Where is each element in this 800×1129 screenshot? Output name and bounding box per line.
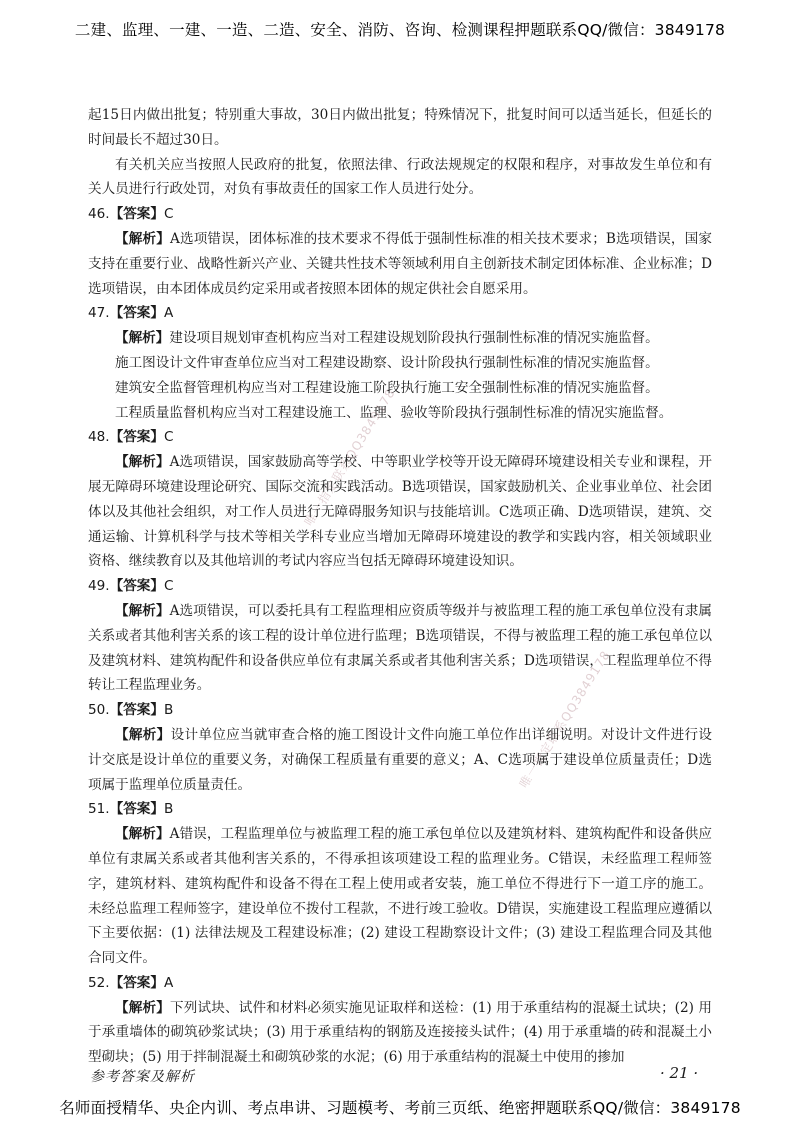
analysis-text: A错误，工程监理单位与被监理工程的施工承包单位以及建筑材料、建筑构配件和设备供应单位有隶属关系或者其他利害关系的，不得承担该项建设工程的监理业务。C错误，未经监理工程师签字，建筑材料、建筑构配件和设备不得在工程上使用或者安装，施工单位不得进行下一道工序的施工。未经总监理工程师签字，建设单位不拨付工程款，不进行竣工验收。D错误，实施建设工程监理应遵循以下主要依据：(1) 法律法规及工程建设标准；(2) 建设工程勘察设计文件；(3) 建设工程监理合同及其他合同文件。 — [88, 826, 712, 967]
analysis-paragraph: 施工图设计文件审查单位应当对工程建设勘察、设计阶段执行强制性标准的情况实施监督。 — [115, 354, 659, 371]
analysis-label: 【解析】 — [115, 330, 170, 347]
answer-value: C — [164, 578, 174, 595]
analysis-paragraph — [88, 227, 712, 301]
analysis-paragraph — [88, 450, 712, 574]
answer-label: 【答案】 — [109, 702, 164, 719]
analysis-label: 【解析】 — [115, 454, 170, 471]
analysis-paragraph — [88, 996, 712, 1070]
answer-value: C — [164, 429, 174, 446]
analysis-paragraph — [88, 723, 712, 797]
question-number: 51. — [88, 801, 110, 818]
question-number: 47. — [88, 305, 110, 322]
analysis-text: A选项错误，团体标准的技术要求不得低于强制性标准的相关技术要求；B选项错误，国家支持在重要行业、战略性新兴产业、关键共性技术等领域利用自主创新技术制定团体标准、企业标准；D选项错误，由本团体成员约定采用或者按照本团体的规定供社会自愿采用。 — [88, 230, 713, 297]
question-number: 52. — [88, 974, 110, 991]
answer-item-46 — [88, 202, 712, 227]
document-body — [88, 103, 712, 1070]
answer-label: 【答案】 — [109, 305, 164, 322]
analysis-text: 下列试块、试件和材料必须实施见证取样和送检：(1) 用于承重结构的混凝土试块；(2) 用于承重墙体的砌筑砂浆试块；(3) 用于承重结构的钢筋及连接接头试件；(4) 用于承重墙的砖和混凝土小型砌块；(5) 用于拌制混凝土和砌筑砂浆的水泥；(6) 用于承重结构的混凝土中使用的掺加 — [88, 999, 712, 1066]
answer-value: A — [164, 974, 174, 991]
analysis-label: 【解析】 — [115, 999, 170, 1016]
answer-label: 【答案】 — [109, 578, 164, 595]
analysis-text: A选项错误，国家鼓励高等学校、中等职业学校等开设无障碍环境建设相关专业和课程，开展无障碍环境建设理论研究、国际交流和实践活动。B选项错误，国家鼓励机关、企业事业单位、社会团体以及其他社会组织，对工作人员进行无障碍服务知识与技能培训。C选项正确、D选项错误，建筑、交通运输、计算机科学与技术等相关学科专业应当增加无障碍环境建设的教学和实践内容，相关领域职业资格、继续教育以及其他培训的考试内容应当包括无障碍环境建设知识。 — [88, 454, 712, 570]
footer-section-title: 参考答案及解析 — [90, 1069, 195, 1085]
analysis-paragraph: 工程质量监督机构应当对工程建设施工、监理、验收等阶段执行强制性标准的情况实施监督。 — [115, 404, 673, 421]
header-banner: 二建、监理、一建、一造、二造、安全、消防、咨询、检测课程押题联系QQ/微信：3849178 — [74, 21, 726, 39]
question-number: 50. — [88, 702, 110, 719]
answer-item-49 — [88, 574, 712, 599]
question-number: 46. — [88, 206, 110, 223]
analysis-paragraph: 建筑安全监督管理机构应当对工程建设施工阶段执行施工安全强制性标准的情况实施监督。 — [115, 379, 659, 396]
analysis-paragraph — [88, 599, 712, 698]
answer-value: C — [164, 206, 174, 223]
analysis-paragraph — [88, 326, 712, 351]
question-number: 49. — [88, 578, 110, 595]
footer-banner: 名师面授精华、央企内训、考点串讲、习题模考、考前三页纸、绝密押题联系QQ/微信：3849178 — [59, 1099, 741, 1117]
answer-item-51 — [88, 797, 712, 822]
page-number: · 21 · — [660, 1064, 699, 1082]
answer-list — [88, 202, 712, 1070]
answer-value: B — [164, 702, 174, 719]
answer-label: 【答案】 — [109, 801, 164, 818]
answer-label: 【答案】 — [109, 206, 164, 223]
question-number: 48. — [88, 429, 110, 446]
analysis-label: 【解析】 — [115, 726, 171, 743]
answer-item-52 — [88, 971, 712, 996]
answer-label: 【答案】 — [109, 974, 164, 991]
answer-item-47 — [88, 301, 712, 326]
analysis-label: 【解析】 — [115, 826, 170, 843]
watermark-stamp: 唯一指定联系QQ3849178 — [516, 647, 614, 791]
answer-value: B — [164, 801, 174, 818]
answer-item-50 — [88, 698, 712, 723]
analysis-label: 【解析】 — [115, 602, 170, 619]
analysis-text: 建设项目规划审查机构应当对工程建设规划阶段执行强制性标准的情况实施监督。 — [169, 330, 659, 347]
intro-paragraph: 起15日内做出批复；特别重大事故，30日内做出批复；特殊情况下，批复时间可以适当延长，但延长的时间最长不超过30日。 — [88, 107, 712, 148]
answer-item-48 — [88, 425, 712, 450]
analysis-label: 【解析】 — [115, 230, 170, 247]
answer-label: 【答案】 — [109, 429, 164, 446]
watermark-stamp: 唯一指定联系QQ3849178 — [301, 385, 399, 529]
analysis-paragraph — [88, 822, 712, 971]
analysis-text: 设计单位应当就审查合格的施工图设计文件向施工单位作出详细说明。对设计文件进行设计交底是设计单位的重要义务，对确保工程质量有重要的意义；A、C选项属于建设单位质量责任；D选项属于监理单位质量责任。 — [88, 726, 712, 793]
analysis-text: A选项错误，可以委托具有工程监理相应资质等级并与被监理工程的施工承包单位没有隶属关系或者其他利害关系的该工程的设计单位进行监理；B选项错误，不得与被监理工程的施工承包单位以及建筑材料、建筑构配件和设备供应单位有隶属关系或者其他利害关系；D选项错误，工程监理单位不得转让工程监理业务。 — [88, 602, 712, 694]
answer-value: A — [164, 305, 174, 322]
intro-paragraph: 有关机关应当按照人民政府的批复，依照法律、行政法规规定的权限和程序，对事故发生单位和有关人员进行行政处罚，对负有事故责任的国家工作人员进行处分。 — [88, 156, 712, 198]
